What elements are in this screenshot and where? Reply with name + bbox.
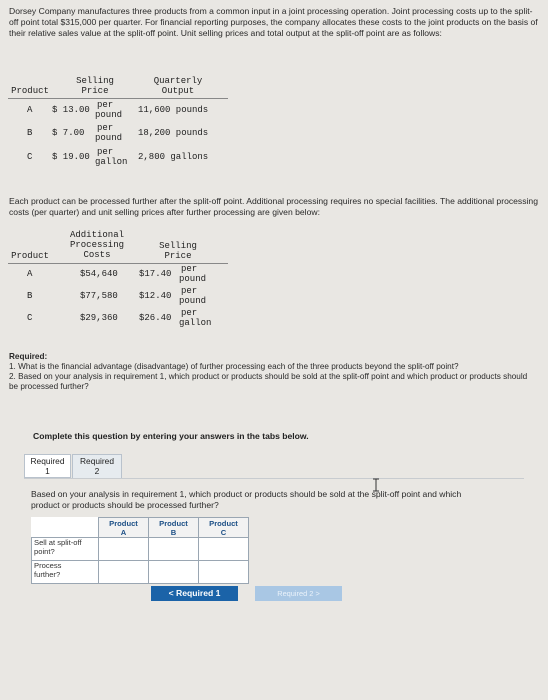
price-header-line1: Selling — [76, 76, 114, 86]
t1-row-a-product: A — [27, 105, 33, 115]
cost-header-line3: Costs — [83, 250, 111, 260]
row-sell-line1: Sell at split-off — [34, 538, 82, 547]
row-label-sell — [32, 538, 99, 561]
tab-label-line2: 2 — [94, 466, 100, 476]
prev-required-1-button[interactable]: < Required 1 — [151, 586, 238, 601]
t1-row-c-product: C — [27, 152, 33, 162]
answer-cell-process-b[interactable] — [149, 561, 199, 584]
t2-row-c-unit2: gallon — [179, 318, 212, 328]
col-a-line1: Product — [109, 518, 138, 528]
row-label-process — [32, 561, 99, 584]
col-header-product: Product — [11, 251, 49, 261]
t2-row-a-product: A — [27, 269, 33, 279]
col-header-selling-price — [148, 241, 208, 261]
col-b-line1: Product — [159, 518, 188, 528]
t1-row-c-unit2: gallon — [95, 157, 128, 167]
grid-corner — [32, 518, 99, 538]
t1-row-c-price: $ 19.00 — [52, 152, 90, 162]
t1-row-b-price: $ 7.00 — [52, 128, 85, 138]
t1-row-b-output: 18,200 pounds — [138, 128, 209, 138]
tab-label-line1: Required — [30, 456, 65, 466]
complete-prompt: Complete this question by entering your answers in the tabs below. — [33, 431, 309, 441]
col-c-line1: Product — [209, 518, 238, 528]
tab-required-1[interactable] — [24, 454, 71, 478]
t1-row-b-unit2: pound — [95, 133, 123, 143]
t2-row-b-price: $12.40 — [139, 291, 172, 301]
grid-row-sell — [32, 538, 249, 561]
t1-row-b-product: B — [27, 128, 33, 138]
t2-row-a-unit2: pound — [179, 274, 207, 284]
t1-row-a-unit1: per — [97, 100, 114, 110]
t2-row-c-cost: $29,360 — [80, 313, 118, 323]
tab-label-line1: Required — [80, 456, 114, 466]
header-divider — [8, 98, 228, 99]
col-header-output — [138, 76, 218, 96]
required-item-2: 2. Based on your analysis in requirement 1, which product or products should be sold at the split-off point and which product or products should be processed further? — [9, 372, 528, 391]
further-processing-paragraph: Each product can be processed further after the split-off point. Additional processing requires no special facilities. The additional processing costs (per quarter) and unit selling prices after further processing are given below: — [9, 196, 538, 217]
col-header-product: Product — [11, 86, 49, 96]
sp-header-line1: Selling — [159, 241, 197, 251]
answer-cell-sell-c[interactable] — [199, 538, 249, 561]
answer-cell-process-c[interactable] — [199, 561, 249, 584]
col-b-line2: B — [170, 527, 177, 537]
answer-cell-process-a[interactable] — [99, 561, 149, 584]
question-text: Based on your analysis in requirement 1, which product or products should be sold at the split-off point and which product or products should be processed further? — [31, 489, 462, 510]
t1-row-a-unit2: pound — [95, 110, 123, 120]
t2-row-c-product: C — [27, 313, 33, 323]
row-sell-line2: point? — [34, 547, 55, 556]
output-header-line2: Output — [161, 86, 195, 96]
t1-row-c-unit1: per — [97, 147, 114, 157]
sp-header-line2: Price — [164, 251, 192, 261]
t1-row-c-output: 2,800 gallons — [138, 152, 209, 162]
tab-required-2[interactable] — [72, 454, 122, 478]
cost-header-line2: Processing — [69, 240, 124, 250]
price-header-line2: Price — [81, 86, 109, 96]
col-a-line2: A — [120, 527, 127, 537]
intro-paragraph: Dorsey Company manufactures three products from a common input in a joint processing operation. Joint processing costs up to the split-off point total $315,000 per quarter. For financial reporting purposes, the company allocates these costs to the joint products on the basis of their relative sales value at the split-off point. Unit selling prices and total output at the split-off point are as follows: — [9, 6, 538, 38]
col-c-line2: C — [220, 527, 227, 537]
t1-row-a-output: 11,600 pounds — [138, 105, 209, 115]
text-cursor-icon — [372, 478, 380, 492]
t1-row-a-price: $ 13.00 — [52, 105, 90, 115]
grid-col-product-b — [149, 518, 199, 538]
t2-row-c-price: $26.40 — [139, 313, 172, 323]
col-header-costs — [62, 230, 132, 260]
row-process-line1: Process — [34, 561, 62, 570]
next-required-2-button[interactable]: Required 2 > — [255, 586, 342, 601]
answer-cell-sell-a[interactable] — [99, 538, 149, 561]
col-header-price — [60, 76, 130, 96]
t1-row-b-unit1: per — [97, 123, 114, 133]
tab-label-line2: 1 — [45, 466, 50, 476]
output-header-line1: Quarterly — [153, 76, 203, 86]
answer-cell-sell-b[interactable] — [149, 538, 199, 561]
grid-col-product-a — [99, 518, 149, 538]
t2-row-a-unit1: per — [181, 264, 198, 274]
row-process-line2: further? — [34, 570, 61, 579]
t2-row-c-unit1: per — [181, 308, 198, 318]
grid-row-process — [32, 561, 249, 584]
required-title: Required: — [9, 352, 48, 361]
answer-grid — [31, 517, 249, 584]
t2-row-b-product: B — [27, 291, 33, 301]
grid-col-product-c — [199, 518, 249, 538]
t2-row-a-price: $17.40 — [139, 269, 172, 279]
grid-header-row — [32, 518, 249, 538]
required-section — [9, 352, 529, 392]
t2-row-b-unit2: pound — [179, 296, 207, 306]
t2-row-b-cost: $77,580 — [80, 291, 118, 301]
required-item-1: 1. What is the financial advantage (disadvantage) of further processing each of the three products beyond the split-off point? — [9, 362, 459, 371]
cost-header-line1: Additional — [69, 230, 124, 240]
tab-panel-required-2 — [24, 478, 524, 609]
t2-row-b-unit1: per — [181, 286, 198, 296]
t2-row-a-cost: $54,640 — [80, 269, 118, 279]
